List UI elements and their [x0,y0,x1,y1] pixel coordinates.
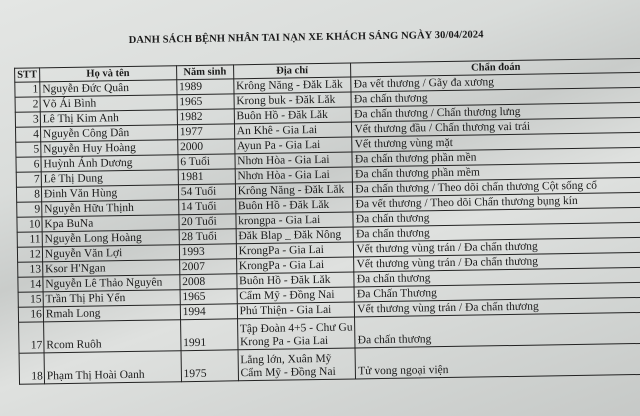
address-line: An Khê - Gia Lai [236,124,318,138]
row-year: 1994 [180,304,237,320]
row-year: 1989 [177,79,234,95]
row-name: Nguyễn Công Dân [40,125,177,142]
address-line: Nhơn Hòa - Gia Lai [237,153,330,168]
row-stt: 14 [18,277,43,292]
row-name: Đinh Văn Hùng [41,185,178,202]
row-year: 2000 [177,139,234,155]
header-name: Họ và tên [39,66,176,82]
row-diagnosis: Vết thương vùng trán / Đa chấn thương [354,237,640,257]
document-title: DANH SÁCH BỆNH NHÂN TAI NẠN XE KHÁCH SÁNG NGÀY 30/04/2024 [128,29,484,46]
row-diagnosis: Đa chấn thương / Theo dõi chấn thương Cột sống cổ [353,177,640,197]
row-address [235,182,353,199]
row-stt: 18 [19,353,44,384]
address-line: Tập Đoàn 4+5 - Chư Gu [239,321,353,336]
row-name: Ksor H'Ngan [42,260,179,277]
row-stt: 6 [16,157,41,172]
row-address [233,77,351,94]
row-address [238,348,356,381]
row-diagnosis: Đa chấn thương [353,207,640,227]
row-diagnosis: Đa chấn thương [353,222,640,242]
row-name: Phạm Thị Hoài Oanh [44,351,181,384]
row-stt: 3 [15,112,40,127]
row-diagnosis: Vết thương vùng trán / Đa chấn thương [354,252,640,272]
row-year: 1991 [180,319,237,351]
row-stt: 9 [17,202,42,217]
address-line: Buôn Hồ - Đăk Lăk [237,198,330,213]
row-name: Nguyễn Lê Thảo Nguyên [43,275,180,292]
header-address: Địa chỉ [233,63,351,79]
row-diagnosis: Đa chấn thương [354,267,640,287]
address-line: Cẩm Mỹ - Đồng Nai [239,288,335,303]
row-name: Rmah Long [43,305,180,322]
row-name: Nguyễn Hữu Thịnh [42,200,179,217]
address-line: Cẩm Mỹ - Đồng Nai [240,365,336,380]
row-diagnosis: Đa Chấn Thương [354,282,640,302]
row-name: Trần Thị Phi Yến [43,290,180,307]
row-stt: 8 [16,187,41,202]
row-diagnosis: Vết thương vùng trán / Đa chấn thương [355,297,640,317]
row-name: Lê Thị Dung [41,170,178,187]
row-stt: 2 [15,97,40,112]
row-stt: 16 [18,307,43,322]
address-line: Phú Thiện - Gia Lai [239,303,332,318]
row-year: 1965 [177,94,234,110]
row-stt: 4 [16,127,41,142]
address-line: Krông Năng - Đăk Lăk [235,78,343,93]
row-year: 28 Tuổi [179,229,236,245]
row-year: 2007 [179,259,236,275]
row-year: 1982 [177,109,234,125]
row-diagnosis: Đa chấn thương / Chấn thương lưng [352,102,640,122]
row-year: 1965 [180,289,237,305]
row-diagnosis: Vết thương đầu / Chấn thương vai trái [352,117,640,137]
header-stt: STT [15,68,40,82]
address-line: Đăk Blap _ Đăk Nông [238,228,342,243]
address-line: krongpa - Gia Lai [238,213,321,228]
row-stt: 5 [16,142,41,157]
row-year: 1975 [181,350,238,382]
header-year: Năm sinh [176,65,233,80]
row-name: Huỳnh Ánh Dương [41,155,178,172]
address-line: Buôn Hồ - Đăk Lăk [239,273,331,288]
header-diagnosis: Chẩn đoán [351,58,640,77]
row-name: Kpa BuNa [42,215,179,232]
address-line: KrongPa - Gia Lai [238,258,325,273]
row-stt: 1 [15,82,40,97]
row-diagnosis: Đa vết thương / Theo dõi Chấn thương bụng kín [353,192,640,212]
row-stt: 15 [18,292,43,307]
row-name: Nguyễn Long Hoàng [42,230,179,247]
row-name: Rcom Ruôh [43,320,180,353]
row-stt: 11 [17,232,42,247]
address-line: KrongPa - Gia Lai [238,243,324,258]
row-name: Nguyễn Văn Lợi [42,245,179,262]
row-diagnosis: Đa vết thương / Gãy đa xương [351,72,640,92]
address-line: Buôn Hồ - Đăk Lăk [236,108,328,123]
row-year: 20 Tuổi [179,214,236,230]
row-stt: 12 [17,247,42,262]
address-line: Krong Pa - Gia Lai [239,334,329,349]
row-year: 6 Tuổi [178,154,235,170]
row-name: Nguyễn Đức Quân [40,80,177,97]
address-line: Nhơn Hòa - Gia Lai [237,168,330,183]
row-year: 14 Tuổi [178,199,235,215]
row-name: Nguyễn Huy Hoàng [41,140,178,157]
row-diagnosis: Đa chấn thương phần mềm [353,162,640,182]
row-diagnosis: Đa chấn thương [351,87,640,107]
row-address [234,92,352,109]
address-line: Krong buk - Đăk Lăk [236,93,336,108]
row-stt: 17 [19,322,44,353]
address-line: Lẳng lớn, Xuân Mỹ [240,352,332,367]
address-line: Ayun Pa - Gia Lai [236,138,321,153]
row-stt: 7 [16,172,41,187]
address-line: Krông Năng - Đăk Lăk [237,183,345,198]
patient-table [14,58,640,385]
row-address [236,227,354,244]
row-year: 1977 [177,124,234,140]
row-diagnosis: Vết thương vùng mặt [352,132,640,152]
row-diagnosis: Tử vong ngoại viện [355,343,640,379]
row-address [237,317,355,350]
row-diagnosis: Đa chấn thương phần mền [352,147,640,167]
row-diagnosis: Đa chấn thương [355,312,640,348]
row-year: 54 Tuổi [178,184,235,200]
row-year: 2008 [180,274,237,290]
row-stt: 10 [17,217,42,232]
row-year: 1993 [179,244,236,260]
row-stt: 13 [18,262,43,277]
row-name: Võ Ái Bình [40,95,177,112]
row-name: Lê Thị Kim Anh [40,110,177,127]
row-year: 1981 [178,169,235,185]
